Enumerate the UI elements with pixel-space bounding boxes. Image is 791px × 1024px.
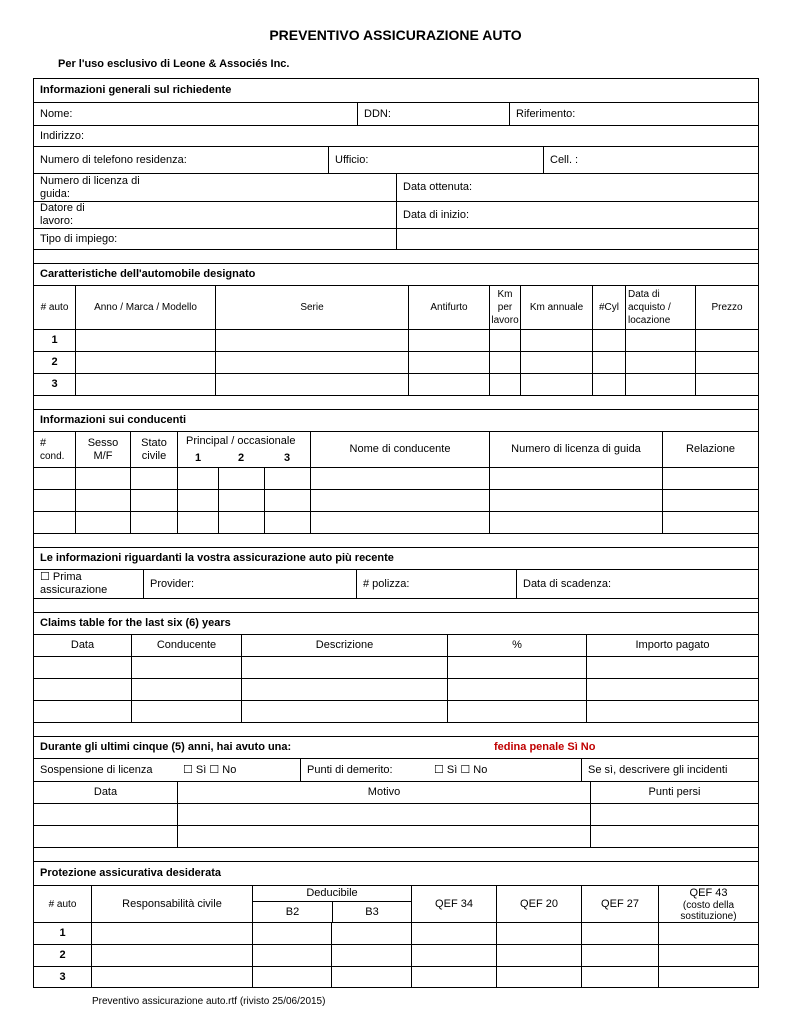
drivers-col-license: Numero di licenza di guida [489, 432, 662, 467]
vehicle-cell[interactable] [75, 352, 215, 373]
driver-cell[interactable] [662, 468, 758, 489]
coverage-cell[interactable] [658, 967, 758, 987]
violations-cell[interactable] [177, 826, 590, 847]
coverage-cell[interactable] [581, 923, 658, 944]
page-title: PREVENTIVO ASSICURAZIONE AUTO [269, 27, 522, 43]
demerit-label: Punti di demerito: [300, 759, 432, 781]
principal-label: Principal / occasionale [186, 435, 296, 447]
driver-cell[interactable] [489, 512, 662, 533]
violations-cell[interactable] [34, 826, 177, 847]
coverage-col-liability: Responsabilità civile [91, 886, 252, 922]
address-row [34, 125, 758, 146]
driver-cell[interactable] [264, 490, 310, 511]
drivers-header-row [34, 431, 758, 467]
driver-row [34, 511, 758, 533]
driver-cell[interactable] [75, 468, 130, 489]
coverage-cell[interactable] [411, 923, 496, 944]
cell-phone-field[interactable]: Cell. : [543, 147, 758, 173]
coverage-cell[interactable] [411, 967, 496, 987]
coverage-col-auto: # auto [48, 898, 77, 910]
driver-cell[interactable] [34, 468, 75, 489]
claims-cell[interactable] [447, 657, 586, 678]
coverage-section-title: Protezione assicurativa desiderata [40, 867, 221, 879]
coverage-row [34, 966, 758, 987]
vehicles-section-title: Caratteristiche dell'automobile designato [40, 268, 256, 280]
vehicle-cell[interactable] [489, 352, 520, 373]
claims-cell[interactable] [34, 657, 131, 678]
spacer-row [34, 249, 758, 263]
vehicle-cell[interactable] [695, 374, 758, 395]
driver-cell[interactable] [662, 512, 758, 533]
employer-field[interactable]: Datore di lavoro: [40, 202, 85, 227]
policy-field[interactable]: # polizza: [356, 570, 516, 598]
recent-insurance-section-header [34, 547, 758, 569]
criminal-record-options[interactable]: fedina penale Sì No [494, 741, 596, 753]
coverage-cell[interactable] [496, 945, 581, 966]
coverage-row-number: 2 [59, 949, 66, 961]
driver-cell[interactable] [310, 512, 489, 533]
expiry-field[interactable]: Data di scadenza: [516, 570, 758, 598]
address-field[interactable]: Indirizzo: [40, 129, 85, 142]
qef43-label: QEF 43 [689, 886, 728, 899]
claims-cell[interactable] [34, 679, 131, 700]
violations-col-points: Punti persi [590, 782, 758, 803]
spacer-row [34, 598, 758, 612]
claims-cell[interactable] [241, 701, 447, 722]
coverage-cell[interactable] [331, 967, 411, 987]
driver-cell[interactable] [130, 512, 177, 533]
suspension-label: Sospensione di licenza [40, 763, 153, 776]
coverage-cell[interactable] [252, 967, 331, 987]
vehicles-col-antitheft: Antifurto [408, 286, 489, 329]
driver-row [34, 489, 758, 511]
driver-cell[interactable] [177, 490, 218, 511]
applicant-name-row [34, 102, 758, 125]
driver-cell[interactable] [264, 512, 310, 533]
form-frame [33, 78, 759, 988]
vehicles-col-model: Anno / Marca / Modello [75, 286, 215, 329]
coverage-row [34, 922, 758, 944]
vehicle-cell[interactable] [592, 330, 625, 351]
violations-cell[interactable] [34, 804, 177, 825]
vehicle-cell[interactable] [625, 330, 695, 351]
vehicle-row [34, 373, 758, 395]
vehicle-cell[interactable] [592, 352, 625, 373]
coverage-col-deductible [252, 886, 411, 922]
first-insurance-checkbox[interactable]: ☐ Prima assicurazione [40, 571, 108, 596]
violations-cell[interactable] [590, 826, 758, 847]
spacer-row [34, 722, 758, 736]
name-field[interactable]: Nome: [40, 107, 73, 120]
vehicles-col-auto: # auto [40, 302, 69, 313]
spacer-row [34, 847, 758, 861]
recent-insurance-section-title: Le informazioni riguardanti la vostra assicurazione auto più recente [40, 552, 394, 564]
drivers-section-title: Informazioni sui conducenti [40, 414, 187, 426]
driver-cell[interactable] [130, 490, 177, 511]
vehicles-col-km-annual: Km annuale [520, 286, 592, 329]
vehicle-cell[interactable] [695, 330, 758, 351]
driver-cell[interactable] [177, 468, 218, 489]
vehicles-header-row [34, 285, 758, 329]
coverage-cell[interactable] [331, 945, 411, 966]
claims-section-title: Claims table for the last six (6) years [40, 617, 231, 629]
claims-col-percent: % [447, 635, 586, 656]
coverage-row-number: 1 [59, 927, 66, 939]
vehicles-col-purchase-date: Data di acquisto / locazione [625, 286, 695, 329]
coverage-row-number: 3 [59, 970, 66, 983]
driver-cell[interactable] [218, 468, 264, 489]
coverage-row [34, 944, 758, 966]
phone-row [34, 146, 758, 173]
violations-col-reason: Motivo [177, 782, 590, 803]
applicant-section-title: Informazioni generali sul richiedente [40, 84, 232, 96]
driver-cell[interactable] [130, 468, 177, 489]
vehicle-cell[interactable] [625, 374, 695, 395]
violations-col-date: Data [93, 786, 118, 798]
driver-cell[interactable] [177, 512, 218, 533]
vehicle-cell[interactable] [520, 352, 592, 373]
violations-section-header [34, 736, 758, 758]
provider-field[interactable]: Provider: [143, 570, 356, 598]
vehicles-section-header [34, 263, 758, 285]
drivers-col-relation: Relazione [662, 432, 758, 467]
driver-cell[interactable] [310, 490, 489, 511]
coverage-section-header [34, 861, 758, 885]
driver-cell[interactable] [218, 490, 264, 511]
demerit-options[interactable]: ☐ Sì ☐ No [434, 763, 488, 776]
violations-header-row [34, 781, 758, 803]
reference-field[interactable]: Riferimento: [509, 103, 758, 125]
driver-cell[interactable] [75, 512, 130, 533]
driver-cell[interactable] [75, 490, 130, 511]
violations-data-row [34, 803, 758, 825]
coverage-cell[interactable] [91, 923, 252, 944]
vehicle-cell[interactable] [408, 352, 489, 373]
vehicles-col-series: Serie [215, 286, 408, 329]
driver-cell[interactable] [489, 468, 662, 489]
deductible-label: Deducibile [253, 886, 411, 902]
claims-row [34, 700, 758, 722]
claims-cell[interactable] [241, 679, 447, 700]
drivers-col-number [34, 432, 75, 467]
qef43-note: (costo della sostituzione) [680, 899, 737, 922]
deductible-b3: B3 [332, 902, 411, 923]
recent-insurance-row [34, 569, 758, 598]
claims-cell[interactable] [586, 701, 758, 722]
vehicle-cell[interactable] [408, 330, 489, 351]
claims-cell[interactable] [34, 701, 131, 722]
license-field[interactable]: Numero di licenza di guida: [40, 174, 140, 200]
spacer-row [34, 533, 758, 547]
driver-cell[interactable] [34, 512, 75, 533]
coverage-cell[interactable] [411, 945, 496, 966]
coverage-cell[interactable] [331, 923, 411, 944]
coverage-cell[interactable] [252, 923, 331, 944]
applicant-section-header [34, 79, 758, 102]
coverage-cell[interactable] [581, 967, 658, 987]
principal-col-1: 1 [195, 452, 202, 464]
drivers-col-number-label: # [40, 436, 47, 449]
ddn-field[interactable]: DDN: [357, 103, 509, 125]
vehicle-cell[interactable] [75, 374, 215, 395]
coverage-cell[interactable] [496, 923, 581, 944]
claims-cell[interactable] [586, 679, 758, 700]
claims-cell[interactable] [447, 701, 586, 722]
violations-section-title: Durante gli ultimi cinque (5) anni, hai avuto una: [40, 741, 292, 753]
vehicles-col-cyl: #Cyl [592, 286, 625, 329]
claims-cell[interactable] [131, 657, 241, 678]
job-type-blank[interactable] [396, 229, 758, 249]
claims-col-driver: Conducente [131, 635, 241, 656]
claims-col-date: Data [70, 639, 95, 651]
coverage-cell[interactable] [581, 945, 658, 966]
violations-data-row [34, 825, 758, 847]
vehicles-col-price: Prezzo [695, 286, 758, 329]
coverage-cell[interactable] [496, 967, 581, 987]
driver-row [34, 467, 758, 489]
claims-section-header [34, 612, 758, 634]
claims-cell[interactable] [131, 701, 241, 722]
driver-cell[interactable] [218, 512, 264, 533]
coverage-cell[interactable] [658, 923, 758, 944]
claims-row [34, 678, 758, 700]
coverage-cell[interactable] [658, 945, 758, 966]
violations-row [34, 758, 758, 781]
claims-header-row [34, 634, 758, 656]
vehicle-cell[interactable] [215, 374, 408, 395]
principal-col-2: 2 [238, 452, 245, 464]
phone-home-field[interactable]: Numero di telefono residenza: [40, 153, 187, 166]
vehicle-cell[interactable] [520, 374, 592, 395]
coverage-cell[interactable] [91, 967, 252, 987]
coverage-cell[interactable] [252, 945, 331, 966]
driver-cell[interactable] [489, 490, 662, 511]
license-row [34, 173, 758, 201]
coverage-col-qef27: QEF 27 [581, 886, 658, 922]
vehicle-cell[interactable] [215, 352, 408, 373]
deductible-b2: B2 [285, 906, 300, 918]
vehicles-col-km-work: Km per lavoro [489, 286, 520, 329]
driver-cell[interactable] [34, 490, 75, 511]
vehicle-cell[interactable] [592, 374, 625, 395]
coverage-header-row [34, 885, 758, 922]
vehicle-cell[interactable] [520, 330, 592, 351]
vehicle-row-number: 3 [51, 378, 58, 390]
claims-col-description: Descrizione [241, 635, 447, 656]
drivers-col-principal [177, 432, 310, 467]
violations-cell[interactable] [590, 804, 758, 825]
claims-cell[interactable] [586, 657, 758, 678]
coverage-cell[interactable] [91, 945, 252, 966]
drivers-section-header [34, 409, 758, 431]
claims-cell[interactable] [447, 679, 586, 700]
job-row [34, 228, 758, 249]
claims-row [34, 656, 758, 678]
vehicle-cell[interactable] [75, 330, 215, 351]
vehicle-row [34, 351, 758, 373]
drivers-col-status: Stato civile [130, 432, 177, 467]
vehicle-row-number: 2 [51, 356, 58, 368]
suspension-options[interactable]: ☐ Sì ☐ No [183, 763, 237, 776]
describe-incidents-label: Se sì, descrivere gli incidenti [581, 759, 758, 781]
vehicle-cell[interactable] [695, 352, 758, 373]
driver-cell[interactable] [310, 468, 489, 489]
employer-row [34, 201, 758, 228]
claims-cell[interactable] [131, 679, 241, 700]
vehicle-row-number: 1 [51, 334, 58, 346]
coverage-col-qef43 [658, 886, 758, 922]
driver-cell[interactable] [264, 468, 310, 489]
vehicle-cell[interactable] [489, 330, 520, 351]
vehicle-cell[interactable] [625, 352, 695, 373]
drivers-col-name: Nome di conducente [310, 432, 489, 467]
vehicle-cell[interactable] [408, 374, 489, 395]
job-type-field[interactable]: Tipo di impiego: [40, 232, 118, 245]
spacer-row [34, 395, 758, 409]
driver-cell[interactable] [662, 490, 758, 511]
coverage-col-qef34: QEF 34 [411, 886, 496, 922]
page-footer: Preventivo assicurazione auto.rtf (rivisto 25/06/2015) [92, 996, 326, 1007]
vehicle-row [34, 329, 758, 351]
start-date-field[interactable]: Data di inizio: [396, 202, 758, 228]
page-subtitle: Per l'uso esclusivo di Leone & Associés Inc. [58, 58, 290, 70]
claims-cell[interactable] [241, 657, 447, 678]
vehicle-cell[interactable] [215, 330, 408, 351]
vehicle-cell[interactable] [489, 374, 520, 395]
claims-col-amount: Importo pagato [586, 635, 758, 656]
office-phone-field[interactable]: Ufficio: [328, 147, 543, 173]
coverage-col-qef20: QEF 20 [496, 886, 581, 922]
date-obtained-field[interactable]: Data ottenuta: [396, 174, 758, 201]
principal-col-3: 3 [284, 452, 291, 464]
violations-cell[interactable] [177, 804, 590, 825]
drivers-col-cond-label: cond. [40, 450, 65, 462]
drivers-col-sex: Sesso M/F [75, 432, 130, 467]
